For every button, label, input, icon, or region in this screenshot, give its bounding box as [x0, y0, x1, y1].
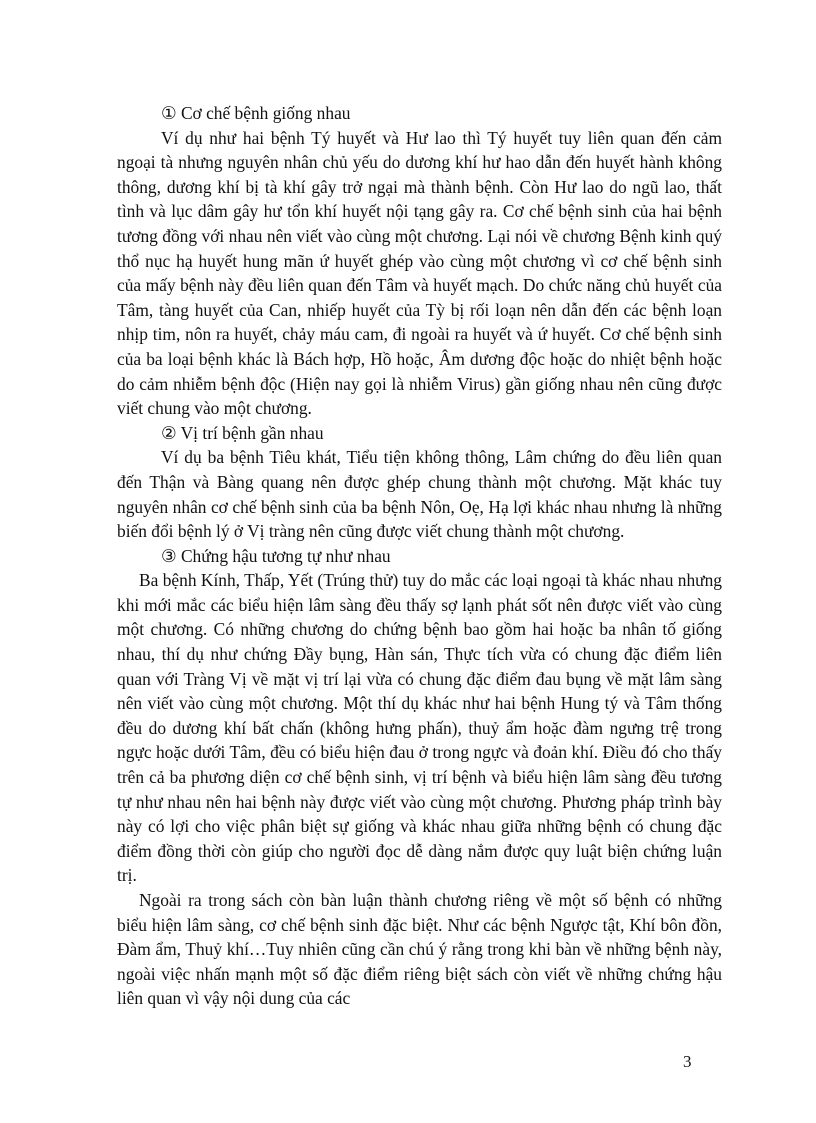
paragraph-1: Ví dụ như hai bệnh Tý huyết và Hư lao thì Tý huyết tuy liên quan đến cảm ngoại tà nhưng nguyên nhân chủ yếu do dương khí hư hao dẫn đến huyết hành không thông, dương khí bị tà khí gây trở ngại mà thành bệnh. Còn Hư lao do ngũ lao, thất tình và lục dâm gây hư tổn khí huyết nội tạng gây ra. Cơ chế bệnh sinh của hai bệnh tương đồng với nhau nên viết vào cùng một chương. Lại nói về chương Bệnh kinh quý thổ nục hạ huyết hung mãn ứ huyết ghép vào cùng một chương vì cơ chế bệnh sinh của mấy bệnh này đều liên quan đến Tâm và huyết mạch. Do chức năng chủ huyết của Tâm, tàng huyết của Can, nhiếp huyết của Tỳ bị rối loạn nên dẫn đến các bệnh loạn nhịp tim, nôn ra huyết, chảy máu cam, đi ngoài ra huyết và ứ huyết. Cơ chế bệnh sinh của ba loại bệnh khác là Bách hợp, Hồ hoặc, Âm dương độc hoặc do nhiệt bệnh hoặc do cảm nhiễm bệnh độc (Hiện nay gọi là nhiễm Virus) gần giống nhau nên cũng được viết chung vào một chương. [117, 127, 722, 419]
section-heading-2: ② Vị trí bệnh gần nhau [161, 422, 324, 443]
paragraph-4: Ngoài ra trong sách còn bàn luận thành chương riêng về một số bệnh có những biểu hiện lâm sàng, cơ chế bệnh sinh đặc biệt. Như các bệnh Ngược tật, Khí bôn đồn, Đàm ẩm, Thuỷ khí…Tuy nhiên cũng cần chú ý rằng trong khi bàn về những bệnh này, ngoài việc nhấn mạnh một số đặc điểm riêng biệt sách còn viết về những chứng hậu liên quan vì vậy nội dung của các [117, 890, 722, 1009]
section-heading-3: ③ Chứng hậu tương tự như nhau [161, 545, 391, 566]
paragraph-2: Ví dụ ba bệnh Tiêu khát, Tiểu tiện không thông, Lâm chứng do đều liên quan đến Thận và Bàng quang nên được ghép chung thành một chương. Mặt khác tuy nguyên nhân cơ chế bệnh sinh của ba bệnh Nôn, Oẹ, Hạ lợi khác nhau nhưng là những biến đổi bệnh lý ở Vị tràng nên cũng được viết chung thành một chương. [117, 447, 722, 542]
page-number: 3 [683, 1052, 692, 1071]
section-heading-1: ① Cơ chế bệnh giống nhau [161, 103, 351, 123]
page-body [117, 101, 722, 1011]
paragraph-3: Ba bệnh Kính, Thấp, Yết (Trúng thử) tuy do mắc các loại ngoại tà khác nhau nhưng khi mới mắc các biểu hiện lâm sàng đều thấy sợ lạnh phát sốt nên được viết vào cùng một chương. Có những chương do chứng bệnh bao gồm hai hoặc ba nhân tố giống nhau, thí dụ như chứng Đầy bụng, Hàn sán, Thực tích vừa có chung đặc điểm liên quan với Tràng Vị về mặt vị trí lại vừa có chung đặc điểm đau bụng về mặt lâm sàng nên viết vào cùng một chương. Một thí dụ khác như hai bệnh Hung tý và Tâm thống đều do dương khí bất chấn (không hưng phấn), thuỷ ẩm hoặc đàm ngưng trệ trong ngực hoặc dưới Tâm, đều có biểu hiện đau ở trong ngực và đoản khí. Điều đó cho thấy trên cả ba phương diện cơ chế bệnh sinh, vị trí bệnh và biểu hiện lâm sàng đều tương tự như nhau nên hai bệnh này được viết vào cùng một chương. Phương pháp trình bày này có lợi cho việc phân biệt sự giống và khác nhau giữa những bệnh có chung đặc điểm đồng thời còn giúp cho người đọc dễ dàng nắm được quy luật biện chứng luận trị. [117, 570, 722, 886]
